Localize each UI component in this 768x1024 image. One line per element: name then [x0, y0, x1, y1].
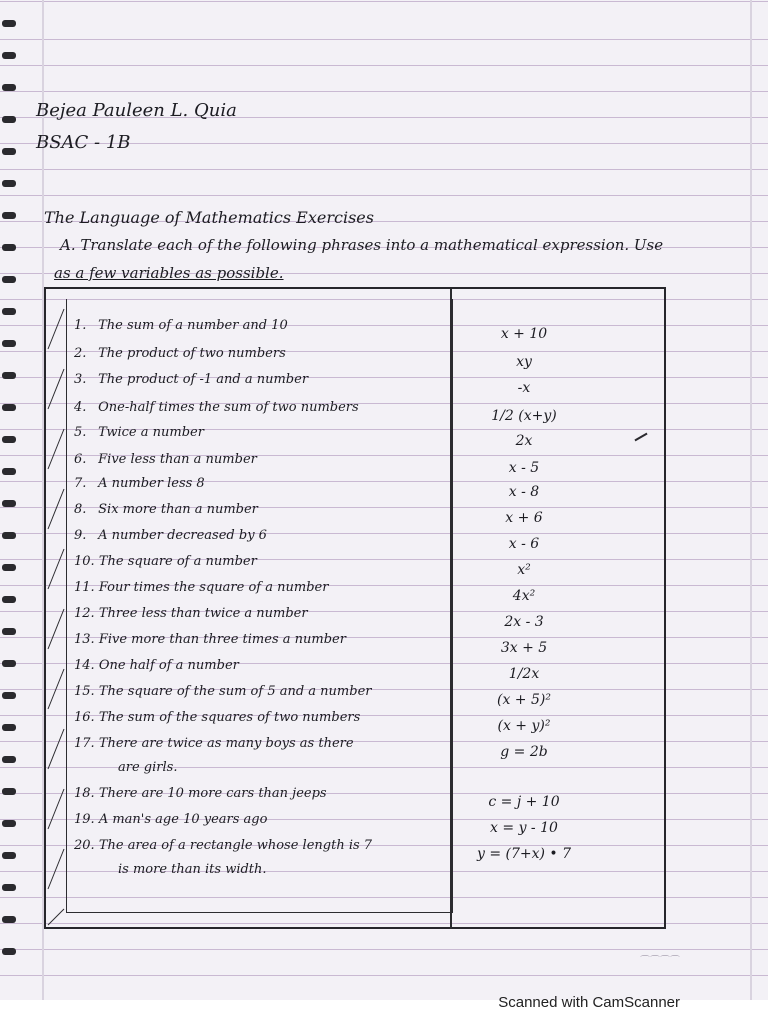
binding-ring: [2, 692, 16, 699]
exercise-answer: x = y - 10: [490, 820, 558, 836]
binding-ring: [2, 916, 16, 923]
binding-ring: [2, 948, 16, 955]
exercise-number: 13.: [74, 632, 95, 647]
exercise-phrase-text: Five less than a number: [98, 452, 257, 467]
exercise-phrase: [74, 710, 360, 725]
exercise-phrase: [74, 684, 372, 699]
exercise-number: 4.: [74, 400, 87, 415]
exercise-answer: x²: [517, 562, 531, 578]
exercise-phrase: [74, 528, 267, 543]
exercise-phrase: [74, 606, 308, 621]
exercise-phrase-text: The square of the sum of 5 and a number: [98, 684, 372, 699]
exercise-phrase-text: There are 10 more cars than jeeps: [98, 786, 327, 801]
exercise-phrase: [74, 554, 257, 569]
binding-ring: [2, 820, 16, 827]
binding-ring: [2, 372, 16, 379]
exercise-phrase: [74, 786, 327, 801]
exercise-number: 18.: [74, 786, 95, 801]
exercise-answer: g = 2b: [500, 744, 548, 760]
exercise-number: 19.: [74, 812, 95, 827]
spiral-binding: [2, 20, 20, 1000]
exercise-phrase-text: Four times the square of a number: [98, 580, 329, 595]
exercise-number: 11.: [74, 580, 95, 595]
binding-ring: [2, 532, 16, 539]
binding-ring: [2, 660, 16, 667]
exercise-phrase-text: The sum of a number and 10: [98, 318, 288, 333]
exercise-phrase: [74, 736, 354, 751]
exercise-answer: 4x²: [512, 588, 536, 604]
exercise-phrase: [74, 632, 346, 647]
binding-ring: [2, 84, 16, 91]
exercise-number: 15.: [74, 684, 95, 699]
exercise-phrase: [74, 452, 257, 467]
table-hatching: [46, 289, 66, 929]
exercise-phrase: [74, 318, 288, 333]
exercise-number: 12.: [74, 606, 95, 621]
student-name: Bejea Pauleen L. Quia: [36, 100, 237, 121]
exercise-phrase: [74, 838, 372, 853]
exercise-phrase: [74, 812, 267, 827]
binding-ring: [2, 212, 16, 219]
exercise-number: 2.: [74, 346, 87, 361]
exercise-answer: 2x: [515, 433, 533, 449]
exercise-number: 5.: [74, 425, 87, 440]
exercise-phrase-text: A man's age 10 years ago: [98, 812, 268, 827]
exercise-answer: (x + y)²: [497, 718, 551, 734]
exercise-number: 6.: [74, 452, 87, 467]
exercise-number: 9.: [74, 528, 87, 543]
binding-ring: [2, 628, 16, 635]
exercise-phrase-continuation: is more than its width.: [118, 862, 267, 877]
exercise-number: 8.: [74, 502, 87, 517]
exercise-answer: y = (7+x) • 7: [476, 846, 572, 862]
binding-ring: [2, 884, 16, 891]
binding-ring: [2, 468, 16, 475]
binding-ring: [2, 596, 16, 603]
exercise-phrase-text: There are twice as many boys as there: [98, 736, 354, 751]
binding-ring: [2, 756, 16, 763]
exercise-phrase-text: The product of two numbers: [98, 346, 286, 361]
exercise-answer: 2x - 3: [504, 614, 544, 630]
binding-ring: [2, 500, 16, 507]
exercise-phrase: [74, 425, 204, 440]
binding-ring: [2, 340, 16, 347]
exercise-phrase: [74, 658, 239, 673]
exercise-phrase: [74, 476, 205, 491]
exercise-number: 7.: [74, 476, 87, 491]
exercise-answer: (x + 5)²: [497, 692, 551, 708]
binding-ring: [2, 244, 16, 251]
binding-ring: [2, 308, 16, 315]
exercise-answer: x + 6: [505, 510, 543, 526]
exercise-number: 20.: [74, 838, 95, 853]
student-section: BSAC - 1B: [36, 132, 131, 153]
exercise-answer: x + 10: [500, 326, 548, 342]
binding-ring: [2, 276, 16, 283]
binding-ring: [2, 20, 16, 27]
binding-ring: [2, 436, 16, 443]
exercise-number: 17.: [74, 736, 95, 751]
exercise-phrase-text: Three less than twice a number: [98, 606, 308, 621]
exercise-answer: x - 6: [508, 536, 540, 552]
binding-ring: [2, 148, 16, 155]
binding-ring: [2, 116, 16, 123]
exercise-phrase: [74, 346, 286, 361]
exercise-phrase-continuation: are girls.: [118, 760, 178, 775]
scanner-watermark: Scanned with CamScanner: [498, 994, 680, 1011]
exercise-phrase-text: The square of a number: [98, 554, 257, 569]
exercise-phrase-text: Twice a number: [98, 425, 204, 440]
exercise-phrase-text: A number less 8: [98, 476, 205, 491]
binding-ring: [2, 52, 16, 59]
page-scribble: ⌒⌒⌒⌒: [640, 956, 680, 967]
exercise-phrase-text: One-half times the sum of two numbers: [98, 400, 359, 415]
binding-ring: [2, 724, 16, 731]
margin-line: [750, 0, 752, 1000]
exercise-answer: xy: [516, 354, 532, 370]
exercise-answer: x - 5: [508, 460, 540, 476]
exercise-answer: x - 8: [508, 484, 540, 500]
exercise-phrase: [74, 400, 359, 415]
exercise-phrase-text: One half of a number: [98, 658, 239, 673]
exercise-answer: -x: [517, 380, 531, 396]
exercise-phrase-text: The area of a rectangle whose length is 7: [98, 838, 373, 853]
exercise-phrase-text: Six more than a number: [98, 502, 258, 517]
exercise-number: 3.: [74, 372, 87, 387]
exercise-answer: c = j + 10: [488, 794, 560, 810]
instruction-line-1: A. Translate each of the following phrases into a mathematical expression. Use: [60, 236, 664, 254]
exercise-phrase-text: A number decreased by 6: [98, 528, 267, 543]
exercise-number: 1.: [74, 318, 87, 333]
exercise-answer: 3x + 5: [500, 640, 548, 656]
instruction-line-2: as a few variables as possible.: [54, 264, 284, 282]
binding-ring: [2, 564, 16, 571]
binding-ring: [2, 404, 16, 411]
exercise-number: 10.: [74, 554, 95, 569]
exercise-phrase: [74, 580, 328, 595]
binding-ring: [2, 180, 16, 187]
exercise-answer: 1/2 (x+y): [491, 408, 557, 424]
exercise-phrase-text: The sum of the squares of two numbers: [98, 710, 361, 725]
exercise-phrase-text: Five more than three times a number: [98, 632, 346, 647]
exercise-phrase-text: The product of -1 and a number: [98, 372, 309, 387]
exercise-answer: 1/2x: [508, 666, 540, 682]
binding-ring: [2, 852, 16, 859]
exercise-number: 16.: [74, 710, 95, 725]
exercise-phrase: [74, 502, 258, 517]
binding-ring: [2, 788, 16, 795]
exercise-number: 14.: [74, 658, 95, 673]
exercise-phrase: [74, 372, 308, 387]
worksheet-title: The Language of Mathematics Exercises: [44, 208, 374, 227]
